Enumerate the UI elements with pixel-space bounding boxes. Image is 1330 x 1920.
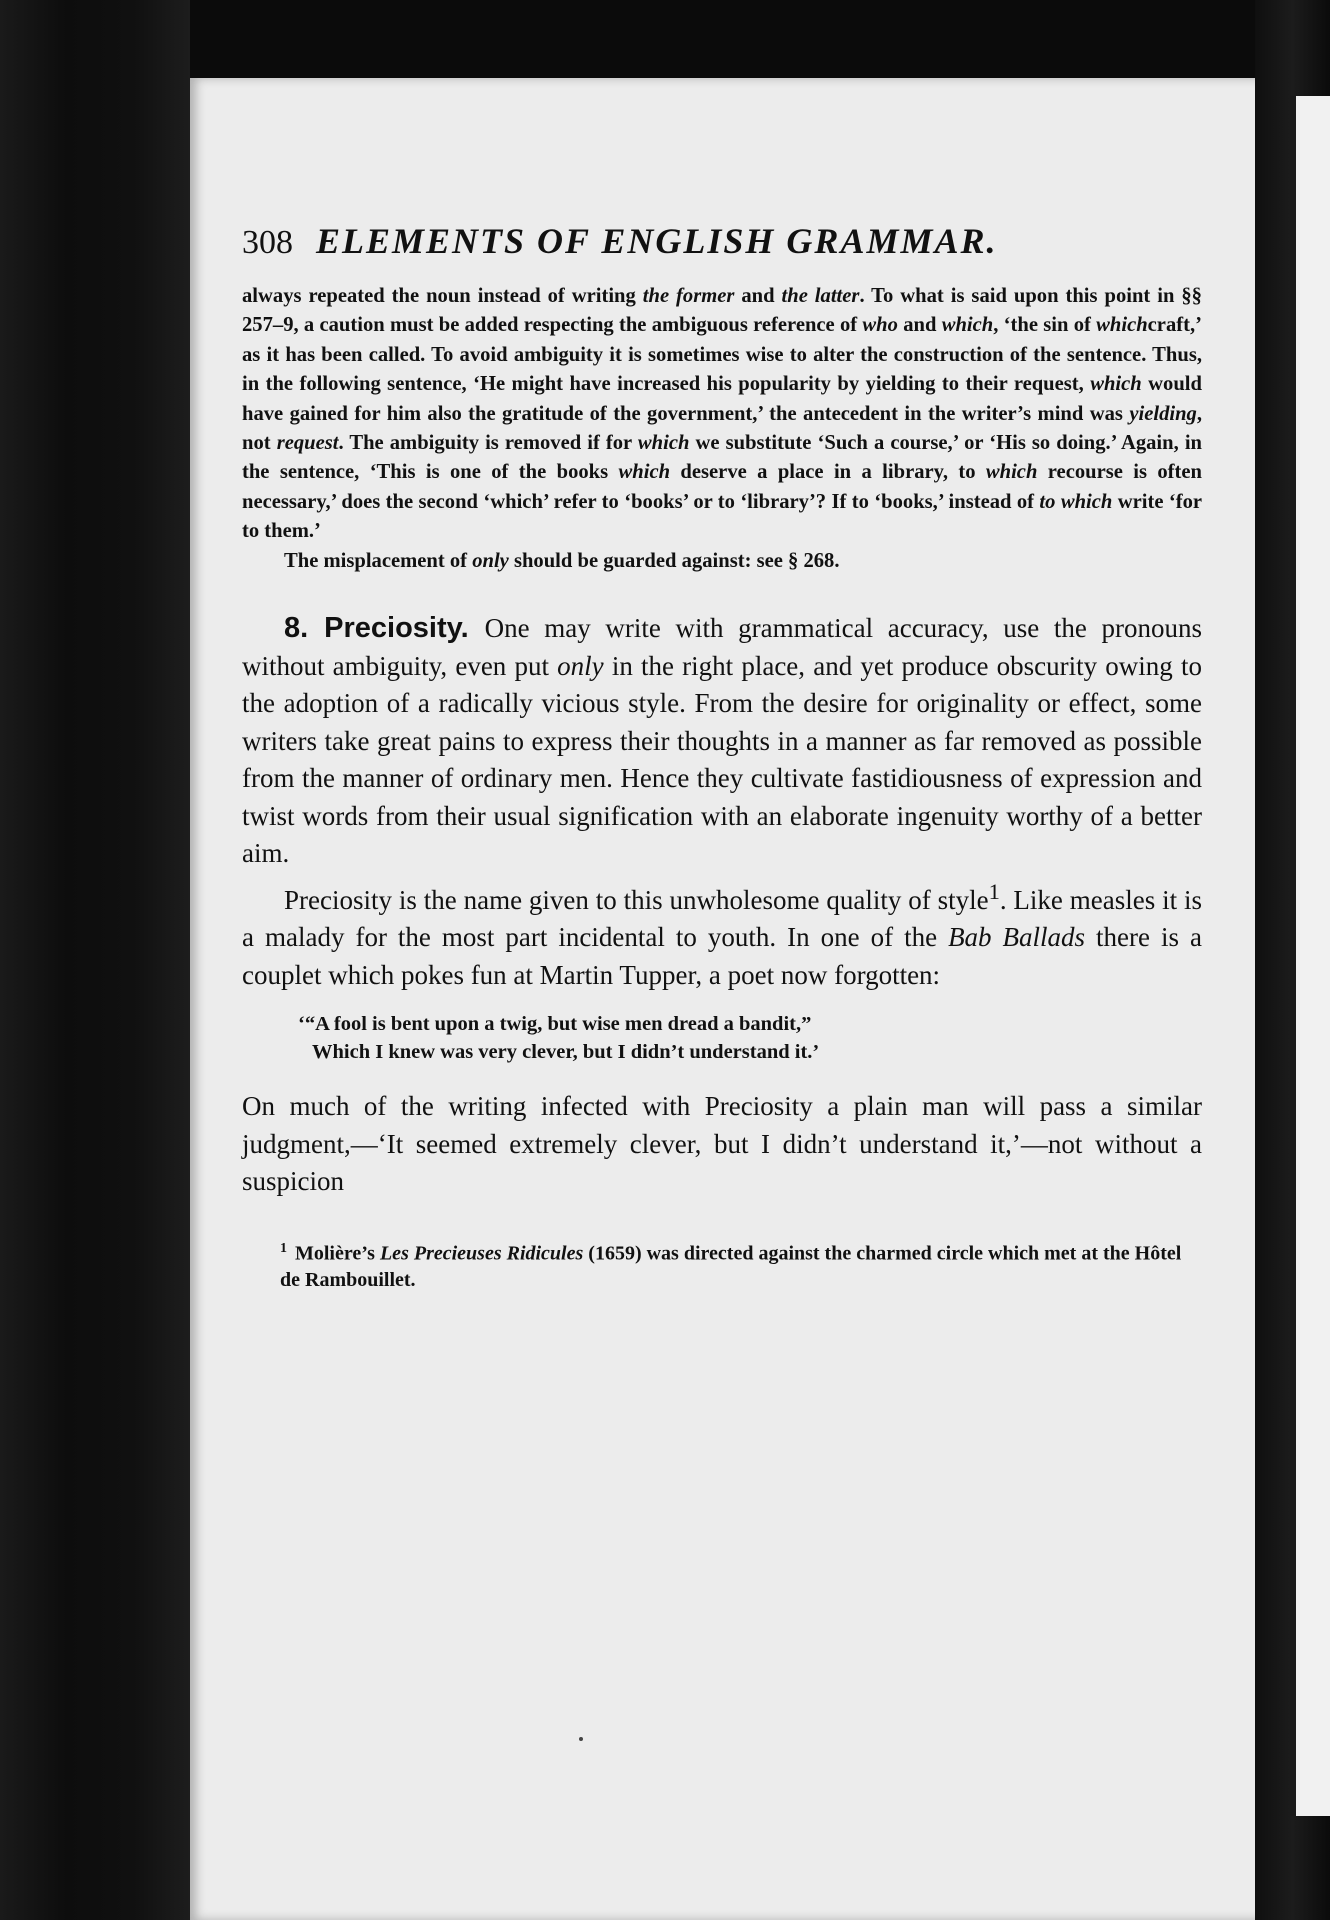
text-run: On much of the writing infected with Preciosity a plain man will pass a similar judgment,—‘It seemed extremely clever, but I didn’t understand it,’—not without a suspicion xyxy=(242,1091,1202,1197)
italic-run: only xyxy=(472,549,509,572)
italic-run: which xyxy=(637,432,690,455)
italic-run: the latter xyxy=(781,285,860,307)
text-run: (1659) was directed against the charmed circle which met at the Hôtel de Rambouillet. xyxy=(280,1242,1182,1292)
section-paragraph-1 xyxy=(242,610,1202,873)
quote-couplet xyxy=(298,1010,1202,1066)
italic-run: yielding xyxy=(1129,402,1197,425)
text-run: deserve a place in a library, to xyxy=(670,461,986,484)
scan-left-margin xyxy=(0,0,190,1920)
italic-run: which xyxy=(1096,314,1148,337)
text-run: craft,’ as it has been called. To avoid ambiguity it is sometimes wise to alter the construction of the sentence. Thus, in the following sentence, ‘He might have increased his popularity by yielding to their request, xyxy=(242,314,1202,396)
text-run: in the right place, and yet produce obscurity owing to the adoption of a radically vicious style. From the desire for originality or effect, some writers take great pains to express their thoughts in a manner as far removed as possible from the manner of ordinary men. Hence they cultivate fastidiousness of expression and twist words from their usual signification with an elaborate ingenuity worthy of a better aim. xyxy=(242,650,1202,869)
section-title: 8. Preciosity. xyxy=(284,612,469,645)
italic-run: which xyxy=(1090,373,1142,396)
page-number: 308 xyxy=(242,224,293,261)
quote-line-2: Which I knew was very clever, but I didn’t understand it.’ xyxy=(312,1041,820,1064)
text-run: write ‘for to them.’ xyxy=(242,490,1203,543)
italic-run: which xyxy=(941,314,994,337)
text-run: Preciosity is the name given to this unwholesome quality of style xyxy=(284,884,989,915)
running-head xyxy=(242,220,1202,264)
section-paragraph-2 xyxy=(242,873,1202,995)
footnote xyxy=(242,1235,1202,1295)
text-run: there is a couplet which pokes fun at Martin Tupper, a poet now forgotten: xyxy=(242,922,1203,990)
text-run: The misplacement of xyxy=(284,549,473,572)
text-run: should be guarded against: see § 268. xyxy=(508,549,840,572)
italic-run: Bab Ballads xyxy=(948,922,1086,953)
text-run: we substitute ‘Such a course,’ or ‘His so doing.’ Again, in the sentence, ‘This is one of the books xyxy=(242,432,1202,484)
italic-run: which xyxy=(618,461,671,484)
section-paragraph-1-text xyxy=(242,613,1202,868)
small-paragraph-1 xyxy=(242,282,1202,547)
text-run: recourse is often necessary,’ does the second ‘which’ refer to ‘books’ or to ‘library’? If to ‘books,’ instead of xyxy=(242,461,1202,513)
text-run: . The ambiguity is removed if for xyxy=(338,432,638,455)
text-run: One may write with grammatical accuracy, use the pronouns without ambiguity, even put xyxy=(242,613,1203,681)
page-speck xyxy=(579,1737,583,1741)
quote-line-1: ‘“A fool is bent upon a twig, but wise men dread a bandit,” xyxy=(298,1013,812,1036)
italic-run: who xyxy=(862,314,898,337)
italic-run: which xyxy=(985,461,1038,484)
text-run: , not xyxy=(242,402,1202,455)
next-page-edge xyxy=(1296,96,1330,1816)
small-paragraph-2 xyxy=(242,547,1202,576)
text-run: . Like measles it is a malady for the most part incidental to youth. In one of the xyxy=(242,884,1202,953)
text-run: and xyxy=(734,285,782,307)
italic-run: only xyxy=(557,650,604,681)
text-run: would have gained for him also the gratitude of the government,’ the antecedent in the writer’s mind was xyxy=(242,373,1202,425)
italic-run: to which xyxy=(1039,490,1113,513)
page-content xyxy=(242,220,1202,1314)
footnote-text xyxy=(280,1242,1181,1291)
italic-run: the former xyxy=(642,285,735,307)
footnote-mark: 1 xyxy=(280,1240,287,1256)
book-title: ELEMENTS OF ENGLISH GRAMMAR. xyxy=(316,221,998,261)
footnote-ref: 1 xyxy=(988,878,1000,904)
text-run: Molière’s xyxy=(295,1242,380,1265)
text-run: , ‘the sin of xyxy=(993,314,1097,337)
text-run: and xyxy=(897,314,942,337)
italic-run: Les Precieuses Ridicules xyxy=(379,1242,584,1265)
italic-run: request xyxy=(276,432,339,455)
text-run: always repeated the noun instead of writing xyxy=(242,285,643,307)
section-paragraph-3 xyxy=(242,1088,1202,1201)
text-run: . To what is said upon this point in §§ 257–9, a caution must be added respecting the ambiguous reference of xyxy=(242,285,1202,337)
